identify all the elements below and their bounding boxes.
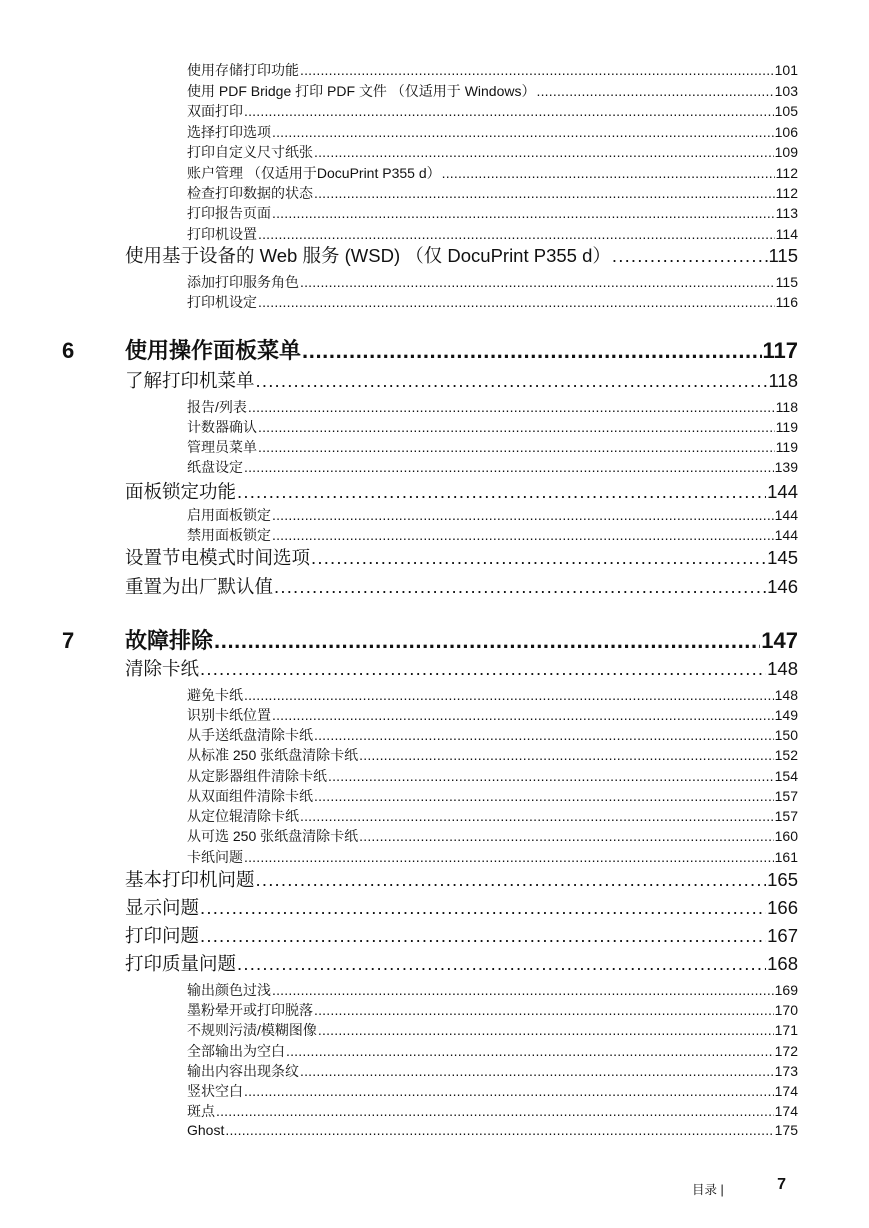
- entry-title: 竖状空白: [187, 1083, 243, 1099]
- entry-page: 115: [768, 245, 798, 266]
- page-footer: [690, 1176, 798, 1198]
- entry-page: 166: [767, 897, 798, 918]
- dot-leader: [258, 437, 775, 457]
- entry-page: 161: [774, 849, 798, 865]
- entry-page: 150: [774, 727, 798, 743]
- toc-section: [125, 574, 798, 600]
- toc-section: [125, 243, 798, 269]
- toc-subsection: [187, 786, 798, 806]
- toc-section: [125, 923, 798, 949]
- dot-leader: [237, 479, 766, 505]
- entry-page: 174: [774, 1083, 798, 1099]
- dot-leader: [537, 81, 774, 101]
- entry-page: 112: [775, 185, 798, 201]
- toc-subsection: [187, 203, 798, 223]
- dot-leader: [244, 685, 774, 705]
- entry-page: 168: [767, 953, 798, 974]
- toc-subsection: [187, 60, 798, 80]
- toc-subsection: [187, 142, 798, 162]
- toc-subsection: [187, 292, 798, 312]
- entry-title: 使用基于设备的 Web 服务 (WSD) （仅 DocuPrint P355 d）: [125, 245, 611, 266]
- entry-page: 115: [775, 274, 798, 290]
- toc-subsection: [187, 685, 798, 705]
- footer-page-number: 7: [777, 1176, 786, 1193]
- entry-title: 输出颜色过浅: [187, 982, 271, 998]
- entry-page: 157: [774, 788, 798, 804]
- entry-title: 斑点: [187, 1103, 215, 1119]
- entry-title: 清除卡纸: [125, 658, 200, 679]
- entry-title: 了解打印机菜单: [125, 370, 255, 391]
- entry-title: 从定位辊清除卡纸: [187, 808, 299, 824]
- dot-leader: [256, 368, 768, 394]
- toc-subsection: [187, 457, 798, 477]
- chapter-number: 6: [62, 338, 75, 363]
- entry-title: 墨粉晕开或打印脱落: [187, 1002, 313, 1018]
- entry-page: 114: [775, 226, 798, 242]
- entry-page: 170: [774, 1002, 798, 1018]
- dot-leader: [314, 786, 774, 806]
- dot-leader: [214, 626, 760, 656]
- entry-title: 纸盘设定: [187, 459, 243, 475]
- entry-title: 显示问题: [125, 897, 200, 918]
- toc-subsection: [187, 397, 798, 417]
- entry-title: 双面打印: [187, 103, 243, 119]
- entry-page: 154: [774, 768, 798, 784]
- entry-title: 从标准 250 张纸盘清除卡纸: [187, 747, 359, 763]
- dot-leader: [244, 457, 774, 477]
- chapter-title: 故障排除: [125, 628, 214, 653]
- entry-page: 144: [767, 481, 798, 502]
- entry-page: 157: [774, 808, 798, 824]
- dot-leader: [244, 847, 774, 867]
- chapter-number: 7: [62, 628, 75, 653]
- toc-subsection: [187, 1020, 798, 1040]
- entry-page: 173: [774, 1063, 798, 1079]
- toc-subsection: [187, 122, 798, 142]
- toc-subsection: [187, 183, 798, 203]
- entry-page: 144: [774, 507, 798, 523]
- entry-page: 171: [774, 1022, 798, 1038]
- entry-title: 从双面组件清除卡纸: [187, 788, 313, 804]
- entry-title: 检查打印数据的状态: [187, 185, 313, 201]
- dot-leader: [300, 1061, 774, 1081]
- entry-page: 174: [774, 1103, 798, 1119]
- toc-subsection: [187, 81, 798, 101]
- chapter-page: 117: [762, 338, 798, 363]
- entry-page: 112: [775, 165, 798, 181]
- entry-title: 打印自定义尺寸纸张: [187, 144, 313, 160]
- entry-page: 148: [767, 658, 798, 679]
- entry-title: 打印问题: [125, 925, 200, 946]
- dot-leader: [300, 806, 774, 826]
- toc-section: [125, 368, 798, 394]
- dot-leader: [258, 292, 775, 312]
- entry-title: 账户管理 （仅适用于DocuPrint P355 d）: [187, 165, 441, 181]
- entry-page: 145: [767, 547, 798, 568]
- entry-title: 打印报告页面: [187, 205, 271, 221]
- entry-page: 106: [774, 124, 798, 140]
- toc-subsection: [187, 980, 798, 1000]
- dot-leader: [272, 122, 774, 142]
- dot-leader: [314, 725, 774, 745]
- toc-subsection: [187, 1101, 798, 1121]
- toc-subsection: [187, 766, 798, 786]
- entry-page: 118: [775, 399, 798, 415]
- entry-title: 计数器确认: [187, 419, 257, 435]
- entry-title: 从定影器组件清除卡纸: [187, 768, 327, 784]
- toc-subsection: [187, 705, 798, 725]
- toc-section: [125, 545, 798, 571]
- dot-leader: [272, 203, 775, 223]
- toc-subsection: [187, 163, 798, 183]
- entry-page: 101: [774, 62, 798, 78]
- dot-leader: [216, 1101, 774, 1121]
- entry-page: 119: [775, 439, 798, 455]
- footer-section-label: 目录 |: [692, 1183, 724, 1197]
- entry-page: 165: [767, 869, 798, 890]
- entry-title: 避免卡纸: [187, 687, 243, 703]
- dot-leader: [314, 1000, 774, 1020]
- dot-leader: [328, 766, 774, 786]
- dot-leader: [225, 1120, 773, 1140]
- entry-page: 113: [775, 205, 798, 221]
- toc-section: [125, 479, 798, 505]
- entry-page: 109: [774, 144, 798, 160]
- entry-title: 不规则污渍/模糊图像: [187, 1022, 317, 1038]
- entry-page: 116: [775, 294, 798, 310]
- toc-subsection: [187, 1120, 798, 1140]
- toc-subsection: [187, 224, 798, 244]
- entry-title: 识别卡纸位置: [187, 707, 271, 723]
- dot-leader: [272, 505, 774, 525]
- entry-title: 添加打印服务角色: [187, 274, 299, 290]
- entry-title: 重置为出厂默认值: [125, 576, 274, 597]
- entry-page: 149: [774, 707, 798, 723]
- entry-page: 169: [774, 982, 798, 998]
- entry-title: 报告/列表: [187, 399, 247, 415]
- entry-title: 禁用面板锁定: [187, 527, 271, 543]
- entry-page: 167: [767, 925, 798, 946]
- entry-title: 卡纸问题: [187, 849, 243, 865]
- toc-chapter-6: [125, 336, 798, 366]
- toc-chapter-7: [125, 626, 798, 656]
- dot-leader: [300, 272, 775, 292]
- entry-page: 148: [774, 687, 798, 703]
- toc-subsection: [187, 1081, 798, 1101]
- toc-subsection: [187, 437, 798, 457]
- toc-section: [125, 656, 798, 682]
- entry-page: 103: [774, 83, 798, 99]
- entry-page: 139: [774, 459, 798, 475]
- dot-leader: [442, 163, 775, 183]
- entry-title: 从手送纸盘清除卡纸: [187, 727, 313, 743]
- toc-section: [125, 895, 798, 921]
- entry-title: 从可选 250 张纸盘清除卡纸: [187, 828, 359, 844]
- entry-title: 选择打印选项: [187, 124, 271, 140]
- chapter-page: 147: [761, 628, 798, 653]
- chapter-title: 使用操作面板菜单: [125, 338, 302, 363]
- entry-page: 105: [774, 103, 798, 119]
- toc-subsection: [187, 806, 798, 826]
- entry-page: 118: [768, 370, 798, 391]
- dot-leader: [258, 417, 775, 437]
- dot-leader: [272, 980, 774, 1000]
- toc-subsection: [187, 101, 798, 121]
- entry-title: 打印机设定: [187, 294, 257, 310]
- dot-leader: [286, 1041, 774, 1061]
- dot-leader: [318, 1020, 774, 1040]
- entry-page: 160: [774, 828, 798, 844]
- dot-leader: [612, 243, 768, 269]
- dot-leader: [200, 895, 766, 921]
- toc-subsection: [187, 272, 798, 292]
- entry-page: 146: [767, 576, 798, 597]
- dot-leader: [256, 867, 767, 893]
- dot-leader: [272, 705, 774, 725]
- toc-section: [125, 867, 798, 893]
- dot-leader: [314, 142, 774, 162]
- dot-leader: [272, 525, 774, 545]
- dot-leader: [244, 1081, 774, 1101]
- entry-title: 使用 PDF Bridge 打印 PDF 文件 （仅适用于 Windows）: [187, 83, 536, 99]
- toc-section: [125, 951, 798, 977]
- entry-title: 基本打印机问题: [125, 869, 255, 890]
- dot-leader: [302, 336, 761, 366]
- entry-title: Ghost: [187, 1122, 225, 1138]
- dot-leader: [248, 397, 775, 417]
- dot-leader: [314, 183, 775, 203]
- toc-subsection: [187, 1000, 798, 1020]
- entry-title: 管理员菜单: [187, 439, 257, 455]
- dot-leader: [258, 224, 775, 244]
- dot-leader: [200, 923, 766, 949]
- entry-page: 172: [774, 1043, 798, 1059]
- dot-leader: [300, 60, 774, 80]
- entry-page: 152: [774, 747, 798, 763]
- entry-title: 全部输出为空白: [187, 1043, 285, 1059]
- toc-subsection: [187, 1041, 798, 1061]
- entry-title: 使用存储打印功能: [187, 62, 299, 78]
- entry-title: 启用面板锁定: [187, 507, 271, 523]
- dot-leader: [359, 745, 774, 765]
- toc-subsection: [187, 525, 798, 545]
- dot-leader: [274, 574, 766, 600]
- entry-page: 175: [774, 1122, 798, 1138]
- entry-title: 打印机设置: [187, 226, 257, 242]
- entry-page: 119: [775, 419, 798, 435]
- dot-leader: [200, 656, 766, 682]
- toc-subsection: [187, 1061, 798, 1081]
- dot-leader: [244, 101, 774, 121]
- dot-leader: [237, 951, 766, 977]
- dot-leader: [311, 545, 766, 571]
- toc-subsection: [187, 847, 798, 867]
- toc-subsection: [187, 745, 798, 765]
- dot-leader: [359, 826, 774, 846]
- entry-page: 144: [774, 527, 798, 543]
- entry-title: 面板锁定功能: [125, 481, 237, 502]
- toc-subsection: [187, 725, 798, 745]
- entry-title: 打印质量问题: [125, 953, 237, 974]
- entry-title: 输出内容出现条纹: [187, 1063, 299, 1079]
- toc-subsection: [187, 505, 798, 525]
- toc-subsection: [187, 417, 798, 437]
- toc-subsection: [187, 826, 798, 846]
- entry-title: 设置节电模式时间选项: [125, 547, 311, 568]
